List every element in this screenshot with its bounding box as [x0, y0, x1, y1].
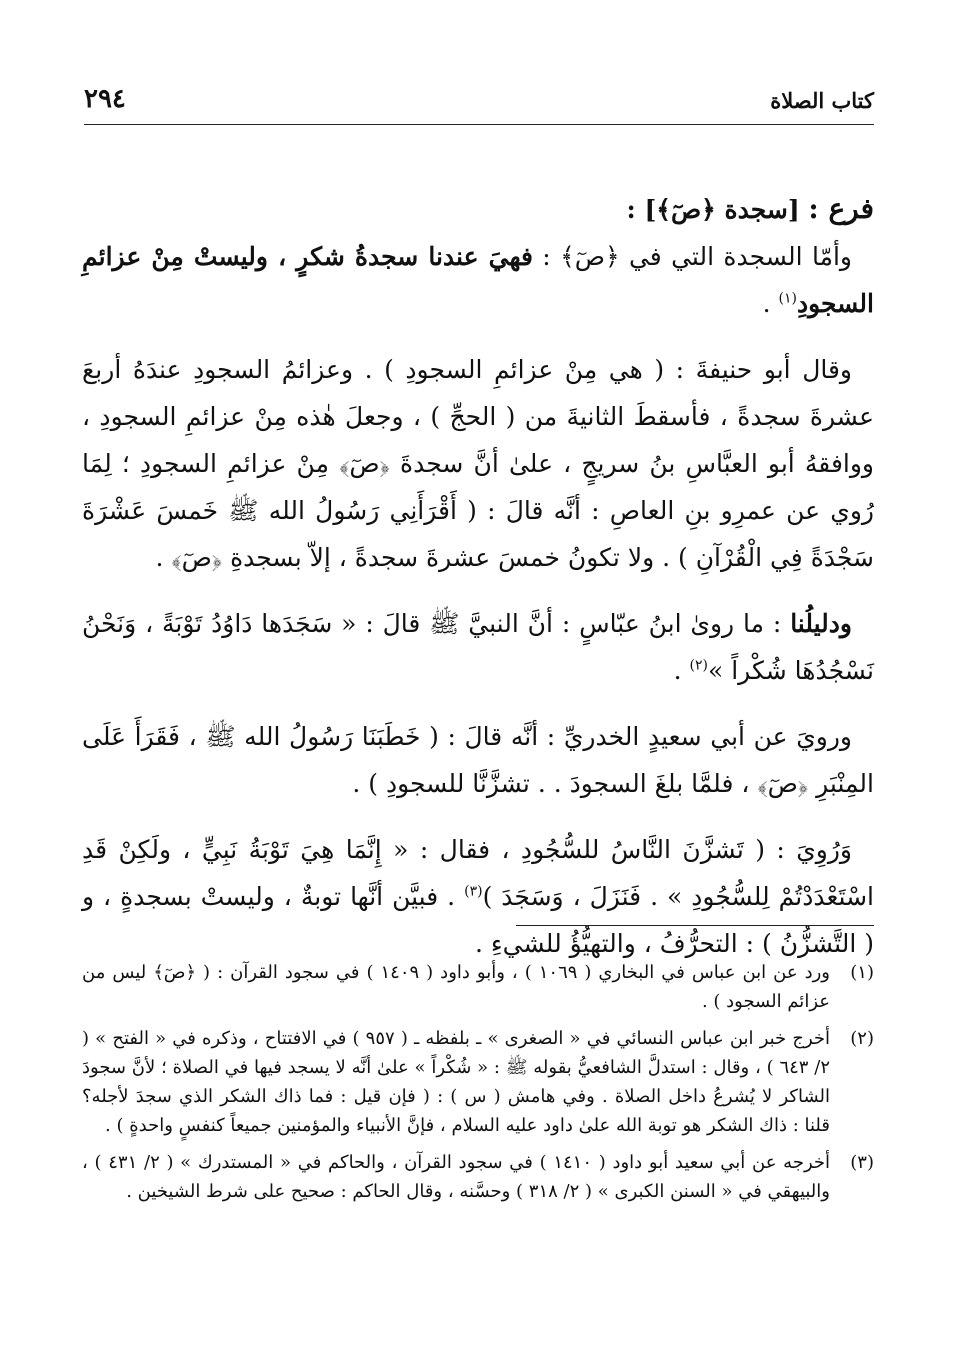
footnote-number: (٣) [850, 1152, 874, 1173]
heading-title: [سجدة ﴿صٓ﴾] : [626, 195, 800, 224]
footnote-divider [516, 925, 874, 926]
paragraph-1-c: . [762, 289, 779, 318]
paragraph-4: ورويَ عن أبي سعيدٍ الخدريِّ : أنَّه قالَ : ( خَطَبَنَا رَسُولُ الله ﷺ ، فَقَرَأَ عَلَى المِنْبَرِ ﴿صٓ﴾ ، فلمَّا بلغَ السجودَ . . تشزَّنَّا للسجودِ ) . [82, 722, 874, 798]
paragraph-5 [82, 826, 874, 967]
paragraph-3-lead: ودليلُنا [790, 609, 852, 638]
running-header [84, 84, 874, 125]
footnote-item [82, 1148, 874, 1206]
footnote-ref-2[interactable]: (٢) [689, 657, 708, 674]
heading-lead: فرع : [808, 192, 874, 225]
book-title: كتاب الصلاة [770, 88, 874, 113]
paragraph-3-text: : ما روىٰ ابنُ عبّاسٍ : أنَّ النبيَّ ﷺ قالَ : « سَجَدَها دَاوُدُ تَوْبَةً ، وَنَحْنُ نَسْجُدُهَا شُكْراً » [82, 609, 874, 685]
paragraph-5-end: . فبيَّن أنَّها توبةٌ ، وليستْ بسجدةٍ ، و ( التَّشزُّنُ ) : التحرُّفُ ، والتهيُّؤُ للشيءِ . [82, 882, 874, 958]
page-number: ٢٩٤ [84, 84, 126, 114]
paragraph-2: وقال أبو حنيفةَ : ( هي مِنْ عزائمِ السجودِ ) . وعزائمُ السجودِ عندَهُ أربعَ عشرةَ سجدةً ، فأسقطَ الثانيةَ من ( الحجِّ ) ، وجعلَ هٰذه مِنْ عزائمِ السجودِ ، ووافقهُ أبو العبَّاسِ بنُ سريجٍ ، علىٰ أنَّ سجدةَ ﴿صٓ﴾ مِنْ عزائمِ السجودِ ؛ لِمَا رُوي عن عمرِو بنِ العاصِ : أنَّه قالَ : ( أَقْرَأَنِي رَسُولُ الله ﷺ خَمسَ عَشْرَةَ سَجْدَةً فِي الْقُرْآنِ ) . ولا تكونُ خمسَ عشرةَ سجدةً ، إلاّ بسجدةِ ﴿صٓ﴾ . [82, 355, 874, 572]
footnote-text: أخرجه عن أبي سعيد أبو داود ( ١٤١٠ ) في سجود القرآن ، والحاكم في « المستدرك » ( ٢/ ٤٣١ ) ، والبيهقي في « السنن الكبرى » ( ٢/ ٣١٨ ) وحسَّنه ، وقال الحاكم : صحيح على شرط الشيخين . [82, 1152, 831, 1202]
paragraph-3-end: . [673, 656, 690, 685]
footnote-item [82, 958, 874, 1016]
footnote-item [82, 1024, 874, 1140]
footnote-text: ورد عن ابن عباس في البخاري ( ١٠٦٩ ) ، وأبو داود ( ١٤٠٩ ) في سجود القرآن : ( ﴿صٓ﴾ ليس من عزائم السجود ) . [82, 962, 830, 1012]
section-heading [82, 185, 874, 233]
paragraph-1 [82, 233, 874, 327]
footnote-text: أخرج خبر ابن عباس النسائي في « الصغرى » ـ بلفظه ـ ( ٩٥٧ ) في الافتتاح ، وذكره في « الفتح » ( ٢/ ٦٤٣ ) ، وقال : استدلَّ الشافعيُّ بقوله ﷺ : « شُكْراً » علىٰ أنَّه لا يسجد فيها في الصلاة ؛ لأنَّ سجودَ الشاكر لا يُشرعُ داخل الصلاة . وفي هامش ( س ) : ( فإن قيل : فما ذاك الشكر الذي سجدَ لأجله؟ قلنا : ذاك الشكر هو توبة الله علىٰ داود عليه السلام ، فإنَّ الأنبياء والمؤمنين جميعاً كنفسٍ واحدةٍ ) . [82, 1028, 831, 1136]
paragraph-3 [82, 600, 874, 694]
paragraph-5-text: وَرُوِيَ : ( تَشزَّنَ النَّاسُ للسُّجُودِ ، فقال : « إِنَّمَا هِيَ تَوْبَةُ نَبِيٍّ ، ولَكِنْ قَدِ اسْتَعْدَدْتُمْ لِلسُّجُودِ » . فَنَزَلَ ، وَسَجَدَ ) [82, 835, 874, 911]
paragraph-1-b: فهيَ عندنا سجدةُ شكرٍ ، وليستْ مِنْ عزائمِ السجودِ [82, 242, 874, 318]
footnote-ref-3[interactable]: (٣) [464, 883, 483, 900]
paragraph-1-a: وأمّا السجدة التي في ﴿صٓ﴾ : [532, 242, 852, 271]
main-text [82, 185, 874, 967]
footnote-number: (٢) [850, 1028, 874, 1049]
footnote-number: (١) [850, 962, 874, 983]
footnote-ref-1[interactable]: (١) [778, 290, 797, 307]
footnotes [82, 958, 874, 1214]
